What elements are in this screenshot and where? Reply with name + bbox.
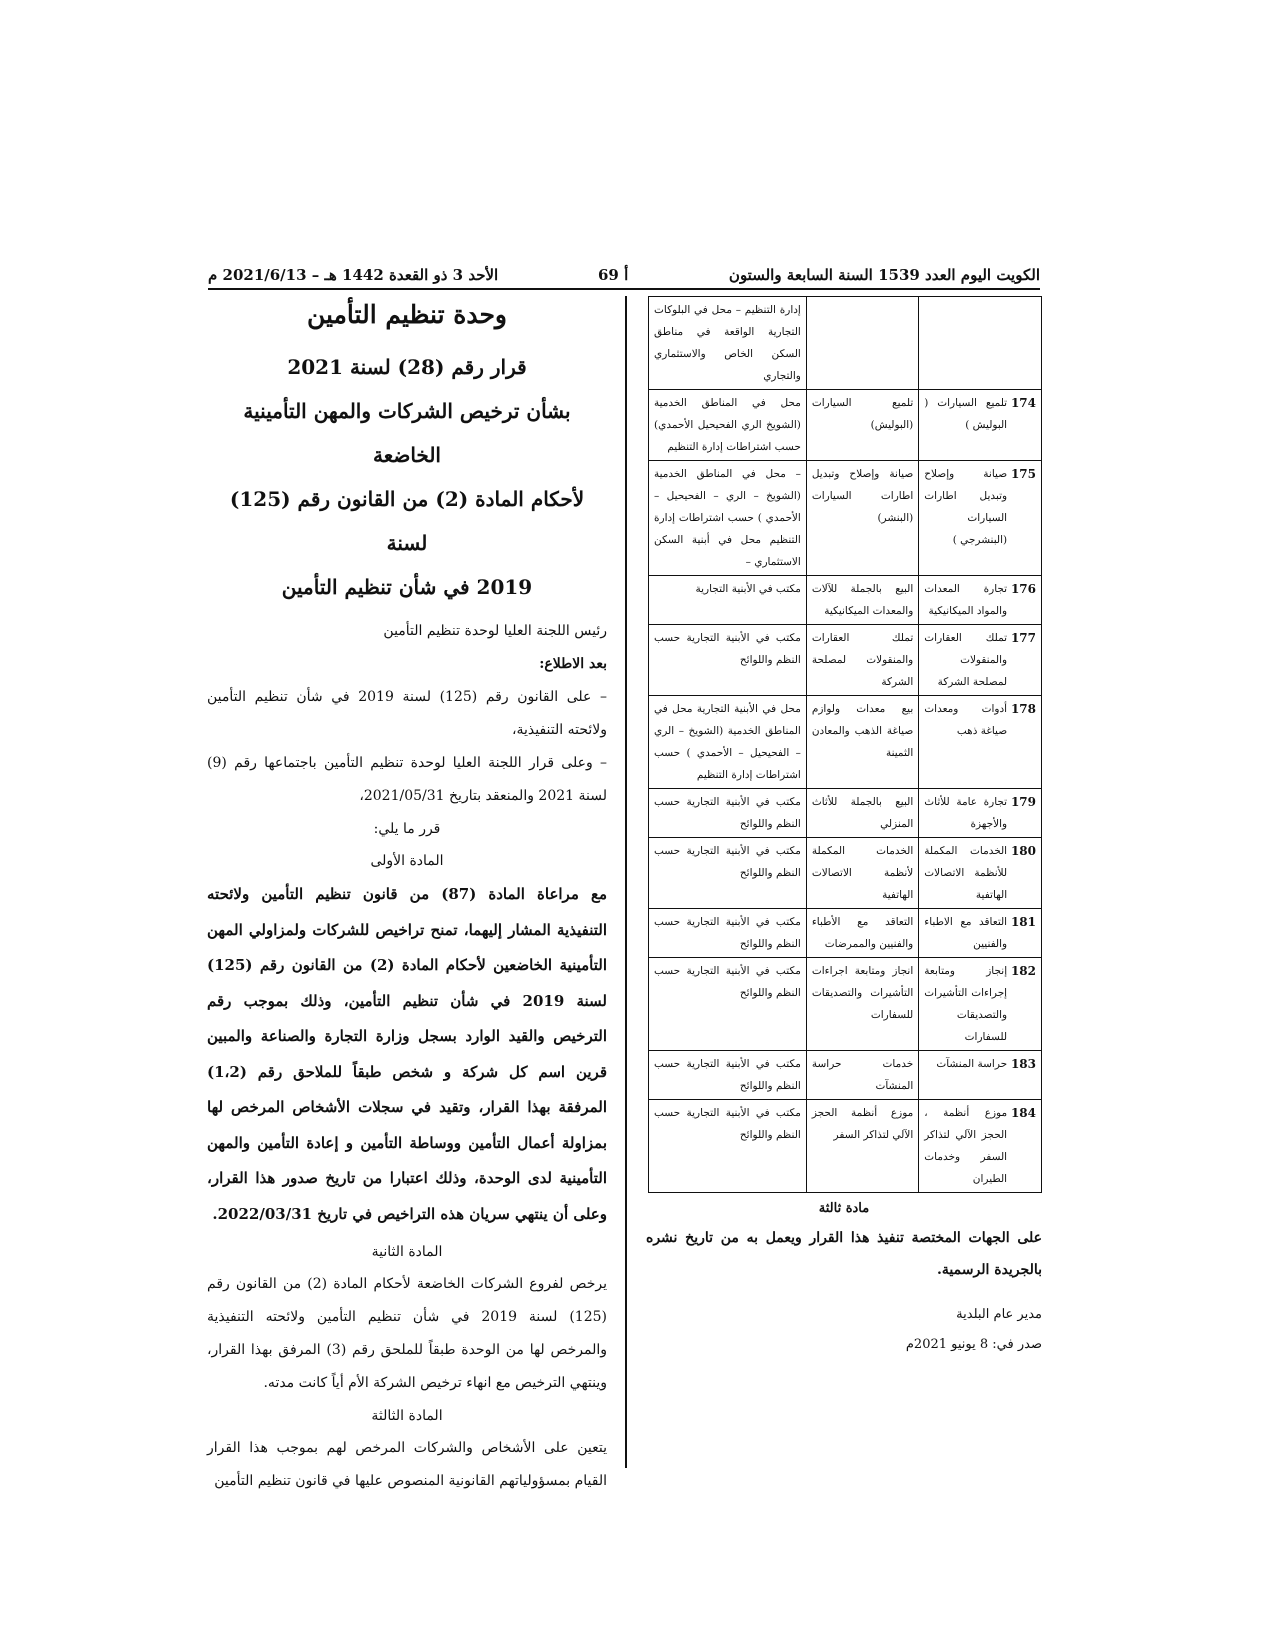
activity-name: التعاقد مع الاطباء والفنيين [919, 909, 1012, 958]
header-date: الأحد 3 ذو القعدة 1442 هـ – 2021/6/13 م [208, 266, 499, 284]
activity-number: 181 [1012, 909, 1041, 958]
activity-number: 176 [1012, 576, 1041, 625]
activity-name: الخدمات المكملة للأنظمة الاتصالات الهاتفية [919, 838, 1012, 909]
activity-name: تملك العقارات والمنقولات لمصلحة الشركة [919, 625, 1012, 696]
review-item-1: – على القانون رقم (125) لسنة 2019 في شأن تنظيم التأمين ولائحته التنفيذية، [207, 689, 607, 738]
activity-number: 178 [1012, 696, 1041, 789]
activity-number [1012, 297, 1041, 390]
activity-description: موزع أنظمة الحجز الآلي لتذاكر السفر [806, 1100, 918, 1193]
activity-description: تلميع السيارات (البوليش) [806, 390, 918, 461]
table-row [649, 909, 1042, 958]
activity-description: البيع بالجملة للآلات والمعدات الميكانيكية [806, 576, 918, 625]
activity-description: انجاز ومتابعة اجراءات التأشيرات والتصديقات للسفارات [806, 958, 918, 1051]
activities-column [646, 296, 1042, 1360]
activity-name: تلميع السيارات ( البوليش ) [919, 390, 1012, 461]
unit-title: وحدة تنظيم التأمين [306, 300, 508, 329]
decision-number: قرار رقم (28) لسنة 2021 [287, 355, 527, 379]
activity-location: – محل في المناطق الخدمية (الشويخ – الري – الفحيحيل – الأحمدي ) حسب اشتراطات إدارة التنظيم محل في أبنية السكن الاستثماري – [649, 461, 807, 576]
activity-description: تملك العقارات والمنقولات لمصلحة الشركة [806, 625, 918, 696]
decided-heading: قرر ما يلي: [373, 821, 441, 837]
after-review-heading: بعد الاطلاع: [539, 656, 607, 672]
article-2-text: يرخص لفروع الشركات الخاضعة لأحكام المادة (2) من القانون رقم (125) لسنة 2019 في شأن تنظيم التأمين ولائحته التنفيذية والمرخص لها من الوحدة طبقاً للملحق رقم (3) المرفق بهذا القرار، وينتهي الترخيص مع انهاء ترخيص الشركة الأم أياً كانت مدته. [207, 1276, 608, 1391]
activity-description: خدمات حراسة المنشآت [806, 1051, 918, 1100]
activity-name: تجارة عامة للأثاث والأجهزة [919, 789, 1012, 838]
activity-description: البيع بالجملة للأثاث المنزلي [806, 789, 918, 838]
activity-location: مكتب في الأبنية التجارية حسب النظم واللوائح [649, 909, 807, 958]
activity-location: مكتب في الأبنية التجارية حسب النظم واللوائح [649, 625, 807, 696]
table-row [649, 297, 1042, 390]
activity-location: مكتب في الأبنية التجارية حسب النظم واللوائح [649, 1100, 807, 1193]
table-row [649, 958, 1042, 1051]
activity-name: تجارة المعدات والمواد الميكانيكية [919, 576, 1012, 625]
activity-number: 184 [1012, 1100, 1041, 1193]
table-row [649, 1051, 1042, 1100]
activity-name: أدوات ومعدات صياغة ذهب [919, 696, 1012, 789]
article-1-title: المادة الأولى [370, 853, 444, 869]
table-row [649, 838, 1042, 909]
decision-subject-line-3: 2019 في شأن تنظيم التأمين [281, 575, 533, 599]
table-row [649, 789, 1042, 838]
table-row [649, 390, 1042, 461]
decision-subject-line-1: بشأن ترخيص الشركات والمهن التأمينية الخاضعة [243, 399, 571, 467]
page-number: أ 69 [598, 266, 629, 284]
activities-table [648, 296, 1042, 1193]
activity-number: 182 [1012, 958, 1041, 1051]
activity-location: محل في المناطق الخدمية (الشويخ الري الفحيحيل الأحمدي) حسب اشتراطات إدارة التنظيم [649, 390, 807, 461]
issue-date: صدر في: 8 يونيو 2021م [905, 1337, 1042, 1352]
activity-number: 177 [1012, 625, 1041, 696]
activity-number: 183 [1012, 1051, 1041, 1100]
activity-location: مكتب في الأبنية التجارية حسب النظم واللوائح [649, 789, 807, 838]
activity-name: صيانة وإصلاح وتبديل اطارات السيارات (البنشرجي ) [919, 461, 1012, 576]
activity-description: بيع معدات ولوازم صياغة الذهب والمعادن الثمينة [806, 696, 918, 789]
article-3-text: يتعين على الأشخاص والشركات المرخص لهم بموجب هذا القرار القيام بمسؤولياتهم القانونية المنصوص عليها في قانون تنظيم التأمين [207, 1440, 607, 1489]
chair-title: رئيس اللجنة العليا لوحدة تنظيم التأمين [383, 623, 607, 639]
activity-location: مكتب في الأبنية التجارية [649, 576, 807, 625]
page-header [208, 256, 1040, 290]
activity-description: التعاقد مع الأطباء والفنيين والممرضات [806, 909, 918, 958]
activity-description: الخدمات المكملة لأنظمة الاتصالات الهاتفية [806, 838, 918, 909]
activity-name [919, 297, 1012, 390]
activity-description: صيانة وإصلاح وتبديل اطارات السيارات (البنشر) [806, 461, 918, 576]
table-row [649, 576, 1042, 625]
article-1-text: مع مراعاة المادة (87) من قانون تنظيم التأمين ولائحته التنفيذية المشار إليهما، تمنح تراخيص للشركات ولمزاولي المهن التأمينية الخاضعين لأحكام المادة (2) من القانون رقم (125) لسنة 2019 في شأن تنظيم التأمين، وذلك بموجب رقم الترخيص والقيد الوارد بسجل وزارة التجارة والصناعة والمبين قرين اسم كل شركة و شخص طبقاً للملاحق رقم (1،2) المرفقة بهذا القرار، وتقيد في سجلات الأشخاص المرخص لها بمزاولة أعمال التأمين ووساطة التأمين و إعادة التأمين والمهن التأمينية لدى الوحدة، وذلك اعتبارا من تاريخ صدور هذا القرار، وعلى أن ينتهي سريان هذه التراخيص في تاريخ 2022/03/31. [207, 885, 607, 1223]
table-row [649, 1100, 1042, 1193]
activity-name: إنجاز ومتابعة إجراءات التأشيرات والتصديقات للسفارات [919, 958, 1012, 1051]
activity-location: محل في الأبنية التجارية محل في المناطق الخدمية (الشويخ – الري – الفحيحيل – الأحمدي ) حسب اشتراطات إدارة التنظيم [649, 696, 807, 789]
activity-description [806, 297, 918, 390]
decision-column [207, 300, 607, 1498]
table-row [649, 696, 1042, 789]
column-divider [625, 296, 627, 1468]
review-item-2: – وعلى قرار اللجنة العليا لوحدة تنظيم التأمين باجتماعها رقم (9) لسنة 2021 والمنعقد بتاريخ 2021/05/31، [207, 755, 607, 804]
article-3-title: المادة الثالثة [371, 1408, 443, 1424]
activity-number: 180 [1012, 838, 1041, 909]
article-2-title: المادة الثانية [371, 1244, 443, 1260]
activity-name: حراسة المنشآت [919, 1051, 1012, 1100]
signatory: مدير عام البلدية [956, 1307, 1042, 1322]
activity-number: 174 [1012, 390, 1041, 461]
activity-location: مكتب في الأبنية التجارية حسب النظم واللوائح [649, 838, 807, 909]
closing-statement: على الجهات المختصة تنفيذ هذا القرار ويعمل به من تاريخ نشره بالجريدة الرسمية. [646, 1230, 1042, 1278]
activity-location: إدارة التنظيم – محل في البلوكات التجارية الواقعة في مناطق السكن الخاص والاستثماري والتجاري [649, 297, 807, 390]
header-issue-info: الكويت اليوم العدد 1539 السنة السابعة والستون [728, 266, 1040, 284]
table-row [649, 461, 1042, 576]
activity-number: 175 [1012, 461, 1041, 576]
activity-number: 179 [1012, 789, 1041, 838]
decision-subject-line-2: لأحكام المادة (2) من القانون رقم (125) لسنة [229, 487, 585, 555]
third-article-title: مادة ثالثة [818, 1201, 870, 1216]
table-row [649, 625, 1042, 696]
activity-location: مكتب في الأبنية التجارية حسب النظم واللوائح [649, 1051, 807, 1100]
activity-location: مكتب في الأبنية التجارية حسب النظم واللوائح [649, 958, 807, 1051]
activity-name: موزع أنظمة ، الحجز الآلي لتذاكر السفر وخدمات الطيران [919, 1100, 1012, 1193]
